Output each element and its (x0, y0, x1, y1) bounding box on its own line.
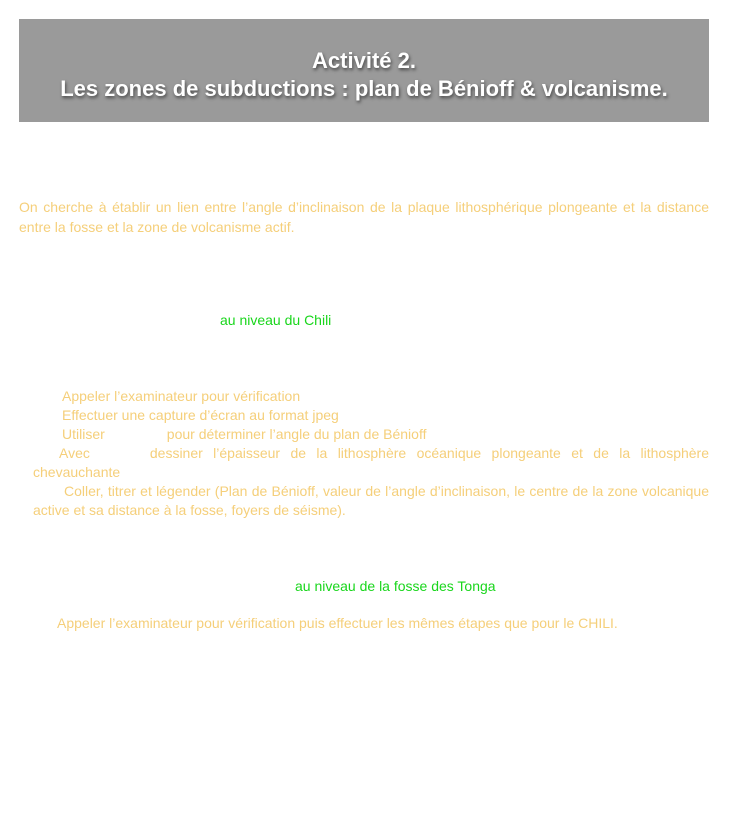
step-measure-angle (62, 425, 426, 444)
step-draw-lithosphere-text: dessiner l’épaisseur de la lithosphère océanique plongeante et de la lithosphère chevauchante (33, 445, 709, 480)
tonga-instruction: Appeler l’examinateur pour vérification puis effectuer les mêmes étapes que pour le CHILI. (57, 615, 618, 631)
section-label-chili: au niveau du Chili (220, 312, 332, 328)
title-banner (19, 19, 709, 122)
step-draw-lithosphere (33, 444, 709, 482)
step-call-examiner: Appeler l’examinateur pour vérification (62, 388, 301, 404)
step-screenshot: Effectuer une capture d’écran au format jpeg (62, 407, 339, 423)
intro-paragraph: On cherche à établir un lien entre l’angle d’inclinaison de la plaque lithosphérique plongeante et la distance entre la fosse et la zone de volcanisme actif. (19, 199, 709, 235)
activity-number: Activité 2. (312, 48, 416, 73)
step-paste-label-text: Coller, titrer et légender (Plan de Bénioff, valeur de l’angle d’inclinaison, le centre de la zone volcanique active et sa distance à la fosse, foyers de séisme). (33, 483, 709, 518)
step-draw-lithosphere-verb: Avec (59, 445, 90, 461)
activity-title: Les zones de subductions : plan de Bénioff & volcanisme. (60, 76, 668, 101)
section-label-tonga: au niveau de la fosse des Tonga (295, 578, 496, 594)
step-measure-angle-verb: Utiliser (62, 426, 105, 442)
step-paste-label (33, 482, 709, 520)
step-measure-angle-text: pour déterminer l’angle du plan de Bénioff (166, 426, 427, 442)
